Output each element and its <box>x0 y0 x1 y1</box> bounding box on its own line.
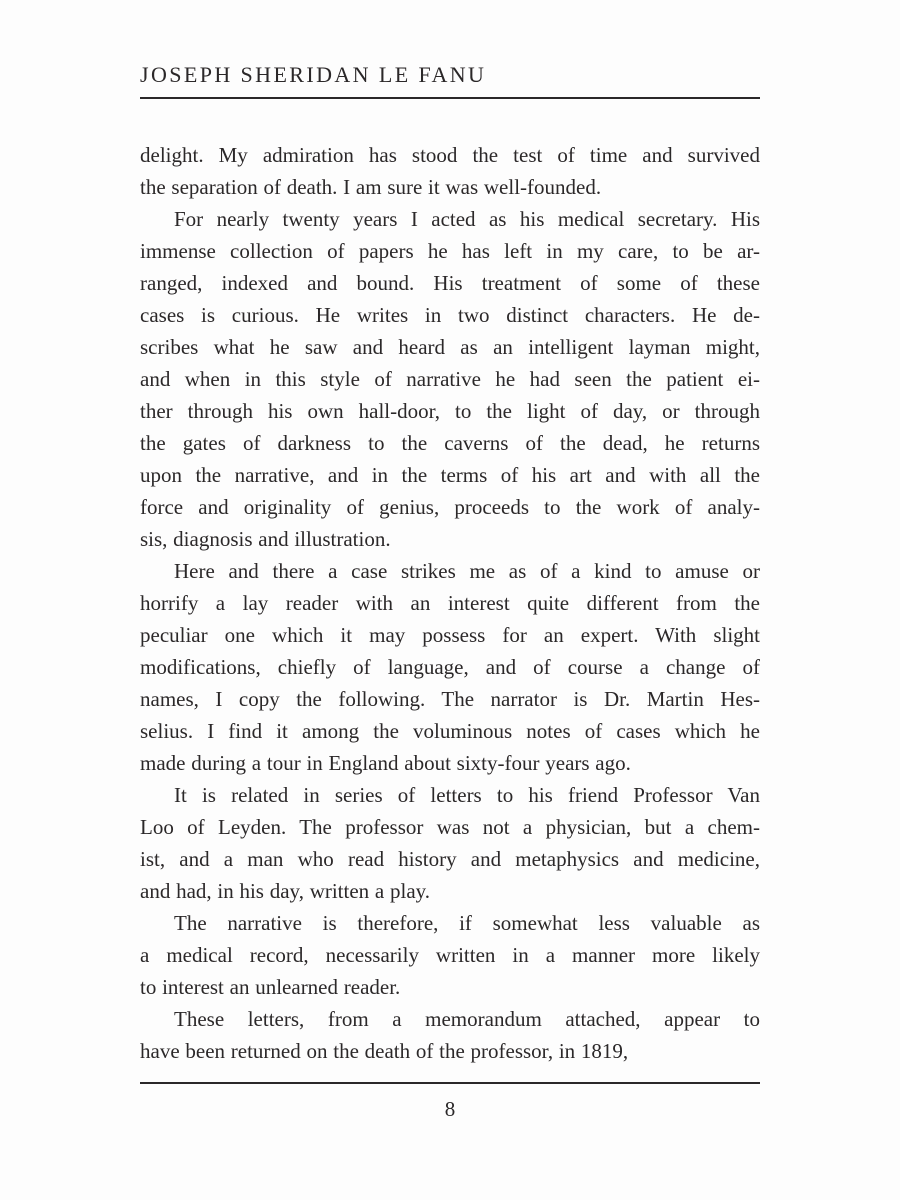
text-line: The narrative is therefore, if somewhat less valuable as <box>174 911 760 935</box>
text-line: the gates of darkness to the caverns of the dead, he returns <box>140 431 760 455</box>
text-line: made during a tour in England about sixty-four years ago. <box>140 751 631 775</box>
text-line: It is related in series of letters to his friend Professor Van <box>174 783 760 807</box>
text-line: ther through his own hall-door, to the light of day, or through <box>140 399 760 423</box>
text-line: sis, diagnosis and illustration. <box>140 527 391 551</box>
text-line: and had, in his day, written a play. <box>140 879 431 903</box>
paragraph <box>140 1003 760 1067</box>
text-line: upon the narrative, and in the terms of his art and with all the <box>140 463 760 487</box>
text-line: and when in this style of narrative he had seen the patient ei- <box>140 367 760 391</box>
page-number: 8 <box>444 1097 456 1121</box>
text-line: delight. My admiration has stood the test of time and survived <box>140 143 760 167</box>
body-text <box>140 139 760 1067</box>
text-line: to interest an unlearned reader. <box>140 975 401 999</box>
text-line: horrify a lay reader with an interest quite different from the <box>140 591 760 615</box>
text-line: force and originality of genius, proceeds to the work of analy- <box>140 495 760 519</box>
text-line: selius. I find it among the voluminous notes of cases which he <box>140 719 760 743</box>
text-line: These letters, from a memorandum attached, appear to <box>174 1007 760 1031</box>
footer-rule <box>140 1082 760 1084</box>
text-line: names, I copy the following. The narrator is Dr. Martin Hes- <box>140 687 760 711</box>
text-line: scribes what he saw and heard as an intelligent layman might, <box>140 335 760 359</box>
paragraph <box>140 907 760 1003</box>
paragraph <box>140 779 760 907</box>
text-line: peculiar one which it may possess for an expert. With slight <box>140 623 760 647</box>
text-line: Loo of Leyden. The professor was not a physician, but a chem- <box>140 815 760 839</box>
paragraph <box>140 555 760 779</box>
header-title: JOSEPH SHERIDAN LE FANU <box>140 62 487 87</box>
text-line: cases is curious. He writes in two distinct characters. He de- <box>140 303 760 327</box>
text-line: ranged, indexed and bound. His treatment of some of these <box>140 271 760 295</box>
paragraph <box>140 139 760 203</box>
text-line: modifications, chiefly of language, and of course a change of <box>140 655 760 679</box>
text-line: a medical record, necessarily written in a manner more likely <box>140 943 760 967</box>
text-line: immense collection of papers he has left in my care, to be ar- <box>140 239 760 263</box>
text-line: ist, and a man who read history and metaphysics and medicine, <box>140 847 760 871</box>
text-line: Here and there a case strikes me as of a kind to amuse or <box>174 559 760 583</box>
running-header <box>140 62 760 99</box>
text-line: For nearly twenty years I acted as his medical secretary. His <box>174 207 760 231</box>
paragraph <box>140 203 760 555</box>
text-line: have been returned on the death of the professor, in 1819, <box>140 1039 629 1063</box>
text-line: the separation of death. I am sure it was well-founded. <box>140 175 602 199</box>
